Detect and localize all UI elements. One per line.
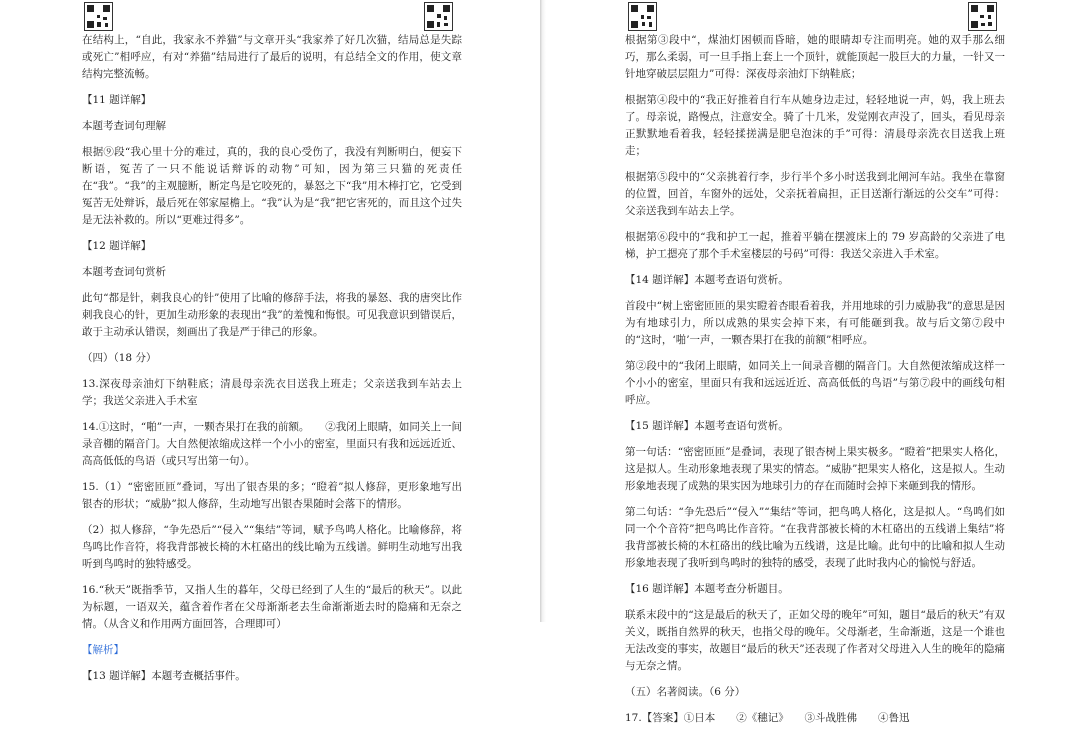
answer-item: 14.①这时，“啪”一声，一颗杏果打在我的前额。 ②我闭上眼睛，如同关上一间录音棚的隔音门。大自然便浓缩成这样一个小小的密室，里面只有我和远远近近、高高低低的鸟语（或只写出第一句）。 xyxy=(82,421,462,467)
qr-code-icon xyxy=(84,2,113,31)
paragraph: 根据第⑤段中的“父亲挑着行李，步行半个多小时送我到北闸河车站。我坐在靠窗的位置，回首，车窗外的远处，父亲抚着扁担，正目送渐行渐远的公交车”可得：父亲送我到车站去上学。 xyxy=(625,171,1005,217)
section-heading: 【12 题详解】 xyxy=(82,240,152,252)
qr-code-icon xyxy=(968,2,997,31)
paragraph: 此句“都是针，刺我良心的针”使用了比喻的修辞手法，将我的暴怒、我的唐突比作刺我良心的针，更加生动形象的表现出“我”的羞愧和悔恨。可见我意识到错误后，敢于主动承认错误，刻画出了我是严于律己的形象。 xyxy=(82,292,462,338)
section-heading: （五）名著阅读。（6 分） xyxy=(625,686,746,698)
paragraph: 联系末段中的“这是最后的秋天了，正如父母的晚年”可知，题目“最后的秋天”有双关义，既指自然界的秋天，也指父母的晚年。父母渐老，生命渐逝，这是一个谁也无法改变的事实，故题目“最后的秋天”还表现了作者对父母进入人生的晚年的隐痛与无奈之情。 xyxy=(625,609,1005,672)
paragraph: 本题考查词句赏析 xyxy=(82,266,166,278)
paragraph: 第二句话：“争先恐后”“侵入”“集结”等词，把鸟鸣人格化，这是拟人。“鸟鸣们如同一个个音符”把鸟鸣比作音符。“在我背部被长椅的木杠硌出的五线谱上集结”将我背部被长椅的木杠硌出的线比喻为五线谱，这是比喻。此句中的比喻和拟人生动形象地表现了我听到鸟鸣时的独特的感受，表现了此时我内心的愉悦与舒适。 xyxy=(625,506,1005,569)
answer-item: 16.“秋天”既指季节，又指人生的暮年，父母已经到了人生的“最后的秋天”。以此为标题，一语双关，蕴含着作者在父母渐渐老去生命渐渐逝去时的隐痛和无奈之情。（从含义和作用两方面回答，合理即可） xyxy=(82,584,462,630)
answer-item: 13.深夜母亲油灯下纳鞋底；清晨母亲洗衣目送我上班走；父亲送我到车站去上学；我送父亲进入手术室 xyxy=(82,378,462,407)
section-heading: 【15 题详解】本题考查语句赏析。 xyxy=(625,420,789,432)
paragraph: 本题考查词句理解 xyxy=(82,120,166,132)
answer-item: （2）拟人修辞，“争先恐后”“侵入”“集结”等词，赋予鸟鸣人格化。比喻修辞，将鸟鸣比作音符，将我背部被长椅的木杠硌出的线比喻为五线谱。鲜明生动地写出我听到鸟鸣时的独特感受。 xyxy=(82,524,462,570)
paragraph: 首段中“树上密密匝匝的果实瞪着杏眼看着我，并用地球的引力威胁我”的意思是因为有地球引力，所以成熟的果实会掉下来，有可能砸到我。故与后文第⑦段中的“这时，‘啪’一声，一颗杏果打在我的前额”相呼应。 xyxy=(625,300,1005,346)
answer-item: 15.（1）“密密匝匝”叠词，写出了银杏果的多；“瞪着”拟人修辞，更形象地写出银杏的形状；“威胁”拟人修辞，生动地写出银杏果随时会落下的情形。 xyxy=(82,481,462,510)
paragraph: 根据第④段中的“我正好推着自行车从她身边走过，轻轻地说一声，妈，我上班去了。母亲说，路慢点，注意安全。骑了十几米，发觉刚衣声没了，回头，看见母亲正默默地看着我，轻轻揉搓满是肥皂泡沫的手”可得：清晨母亲洗衣目送我上班走； xyxy=(625,94,1005,157)
paragraph: 根据⑨段“我心里十分的难过，真的，我的良心受伤了，我没有判断明白，便妄下断语，冤苦了一只不能说话辩诉的动物”可知，因为第三只猫的死责任在“我”。“我”的主观臆断，断定鸟是它咬死的，暴怒之下“我”用木棒打它，它受到冤苦无处辩诉，最后死在邻家屋檐上。“我”认为是“我”把它害死的，而且这个过失是无法补救的。所以“更难过得多”。 xyxy=(82,146,462,226)
analysis-label: 【解析】 xyxy=(82,644,124,656)
paragraph: 【13 题详解】本题考查概括事件。 xyxy=(82,670,246,682)
paragraph: 第一句话：“密密匝匝”是叠词，表现了银杏树上果实极多。“瞪着”把果实人格化，这是拟人。生动形象地表现了果实的情态。“威胁”把果实人格化，这是拟人。生动形象地表现了成熟的果实因为地球引力的存在而随时会掉下来砸到我的情形。 xyxy=(625,446,1005,492)
qr-code-icon xyxy=(628,2,657,31)
right-page xyxy=(546,0,1080,724)
paragraph: 根据第⑥段中的“我和护工一起，推着平躺在摆渡床上的 79 岁高龄的父亲进了电梯，护工摁亮了那个手术室楼层的号码”可得：我送父亲进入手术室。 xyxy=(625,231,1005,260)
qr-code-icon xyxy=(424,2,453,31)
section-heading: 【14 题详解】本题考查语句赏析。 xyxy=(625,274,789,286)
left-text-column xyxy=(82,32,462,694)
section-heading: 【16 题详解】本题考查分析题目。 xyxy=(625,583,789,595)
section-heading: 【11 题详解】 xyxy=(82,94,152,106)
right-text-column xyxy=(625,32,1005,736)
left-page xyxy=(0,0,540,682)
paragraph: 在结构上，“自此，我家永不养猫”与文章开头“我家养了好几次猫，结局总是失踪或死亡”相呼应，有对“养猫”结局进行了最后的说明，有总结全文的作用，使文章结构完整流畅。 xyxy=(82,34,462,80)
section-heading: （四）（18 分） xyxy=(82,352,157,364)
answer-item: 17.【答案】①日本 ②《穗记》 ③斗战胜佛 ④鲁迅 xyxy=(625,712,910,724)
paragraph: 第②段中的“我闭上眼睛，如同关上一间录音棚的隔音门。大自然便浓缩成这样一个小小的密室，里面只有我和远远近近、高高低低的鸟语”与第⑦段中的画线句相呼应。 xyxy=(625,360,1005,406)
paragraph: 根据第③段中“，煤油灯困顿而昏暗，她的眼睛却专注而明亮。她的双手那么细巧，那么柔弱，可一旦手指上套上一个顶针，就能顶起一股巨大的力量，一针又一针地穿破层层阻力”可得：深夜母亲油灯下纳鞋底； xyxy=(625,34,1005,80)
